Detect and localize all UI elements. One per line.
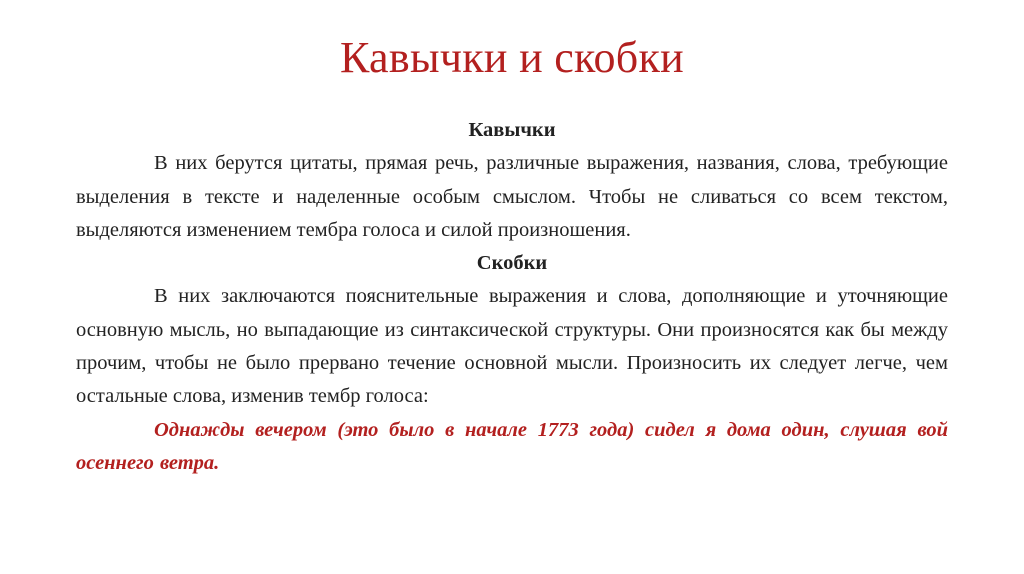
example-sentence: Однажды вечером (это было в начале 1773 года) сидел я дома один, слушая вой осеннего ветра. xyxy=(76,418,948,474)
section-heading-quotes: Кавычки xyxy=(468,119,556,141)
section-heading-brackets: Скобки xyxy=(476,252,548,275)
section-text-brackets: В них заключаются пояснительные выражения и слова, дополняющие и уточняющие основную мысль, но выпадающие из синтаксической структуры. Они произносятся как бы между прочим, чтобы не было прервано течение основной мысли. Произносить их следует легче, чем остальные слова, изменив тембр голоса: xyxy=(76,285,948,408)
section-text-quotes: В них берутся цитаты, прямая речь, различные выражения, названия, слова, требующие выделения в тексте и наделенные особым смыслом. Чтобы не сливаться со всем текстом, выделяются изменением тембра голоса и силой произношения. xyxy=(76,152,948,241)
slide-content xyxy=(76,114,948,480)
slide-title: Кавычки и скобки xyxy=(339,33,685,82)
